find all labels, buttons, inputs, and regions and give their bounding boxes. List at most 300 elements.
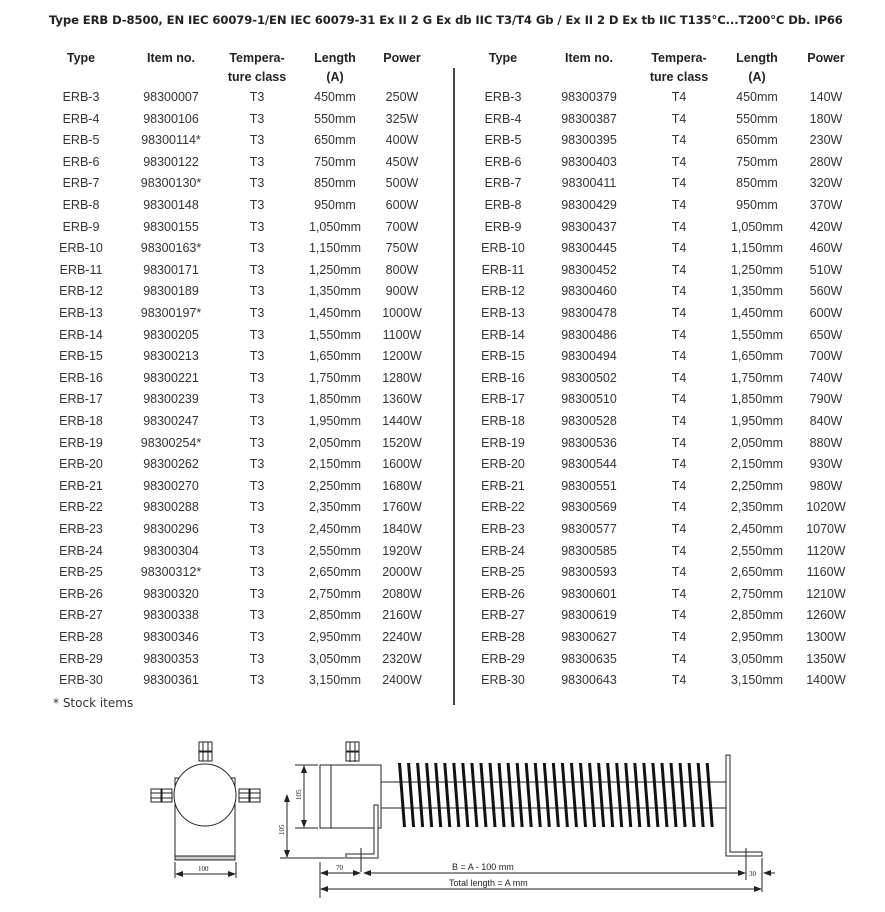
cell-type: ERB-11 (481, 262, 525, 277)
dim-30-label: 30 (749, 870, 756, 878)
cell-temp: T3 (249, 370, 265, 385)
cell-item: 98300163* (140, 241, 202, 256)
cell-power: 1520W (382, 435, 422, 450)
cell-item: 98300403 (561, 154, 617, 169)
cell-item: 98300189 (143, 284, 199, 299)
cell-type: ERB-4 (484, 111, 522, 126)
cell-temp: T3 (249, 154, 265, 169)
cell-length: 2,150mm (730, 457, 784, 472)
cell-length: 1,350mm (730, 284, 784, 299)
cell-power: 880W (809, 435, 843, 450)
cell-length: 550mm (736, 111, 778, 126)
cell-item: 98300270 (143, 478, 199, 493)
header-item-no: Item no. (565, 51, 613, 65)
cell-length: 2,550mm (308, 543, 362, 558)
cell-power: 2400W (382, 673, 422, 688)
cell-length: 2,250mm (308, 478, 362, 493)
cell-type: ERB-11 (59, 262, 103, 277)
cell-type: ERB-10 (59, 241, 103, 256)
cell-type: ERB-20 (59, 457, 103, 472)
cell-temp: T3 (249, 586, 265, 601)
cell-length: 2,850mm (730, 608, 784, 623)
cell-item: 98300494 (561, 349, 617, 364)
cell-length: 1,850mm (308, 392, 362, 407)
cell-temp: T4 (671, 457, 687, 472)
cell-temp: T3 (249, 543, 265, 558)
cell-power: 280W (809, 154, 843, 169)
cell-length: 950mm (314, 198, 356, 212)
cell-length: 1,950mm (730, 414, 784, 428)
cell-length: 650mm (314, 133, 356, 148)
cell-type: ERB-27 (59, 608, 103, 623)
header-length-line2: (A) (748, 70, 766, 84)
dim-105-mount-label: 105 (278, 824, 286, 835)
cell-length: 2,950mm (730, 630, 784, 644)
cell-type: ERB-23 (59, 522, 103, 536)
cell-length: 2,750mm (730, 586, 784, 601)
cell-temp: T4 (671, 392, 687, 407)
cell-power: 700W (385, 219, 419, 234)
cell-temp: T4 (671, 241, 687, 256)
cell-power: 510W (809, 262, 843, 277)
cell-power: 1360W (382, 392, 422, 407)
cell-length: 1,650mm (730, 349, 784, 364)
cell-item: 98300346 (143, 630, 199, 644)
cell-type: ERB-5 (484, 133, 522, 148)
cell-temp: T3 (249, 522, 265, 536)
cell-item: 98300221 (143, 370, 199, 385)
cell-item: 98300338 (143, 608, 199, 623)
cell-temp: T3 (249, 284, 265, 299)
cell-length: 3,050mm (308, 651, 362, 666)
cell-type: ERB-12 (481, 284, 525, 299)
cell-item: 98300593 (561, 565, 617, 580)
cell-temp: T3 (249, 219, 265, 234)
cell-length: 2,950mm (308, 630, 362, 644)
cell-type: ERB-30 (59, 673, 103, 688)
cell-type: ERB-21 (481, 478, 525, 493)
cell-type: ERB-22 (481, 500, 525, 515)
stock-items-footnote: * Stock items (53, 696, 134, 710)
header-power: Power (807, 51, 845, 65)
cell-item: 98300619 (561, 608, 617, 623)
cell-temp: T3 (249, 111, 265, 126)
cell-item: 98300429 (561, 198, 617, 212)
cell-power: 140W (809, 90, 843, 104)
cell-temp: T4 (671, 435, 687, 450)
cell-type: ERB-13 (59, 306, 103, 320)
cell-length: 1,650mm (308, 349, 362, 364)
cell-item: 98300486 (561, 327, 617, 342)
cell-length: 1,450mm (308, 306, 362, 320)
cell-type: ERB-29 (481, 651, 525, 666)
cell-item: 98300643 (561, 673, 617, 688)
header-length-line1: Length (736, 51, 778, 65)
cell-type: ERB-19 (59, 435, 103, 450)
cell-item: 98300528 (561, 414, 617, 428)
cell-length: 1,050mm (730, 219, 784, 234)
cell-item: 98300148 (143, 198, 199, 212)
cell-item: 98300361 (143, 673, 199, 688)
cell-type: ERB-4 (62, 111, 100, 126)
cell-length: 450mm (736, 90, 778, 104)
cell-type: ERB-25 (59, 565, 103, 580)
cell-power: 460W (809, 241, 843, 256)
cell-item: 98300288 (143, 500, 199, 515)
cell-type: ERB-25 (481, 565, 525, 580)
cell-item: 98300247 (143, 414, 199, 428)
cell-item: 98300445 (561, 241, 617, 256)
cell-temp: T4 (671, 176, 687, 191)
cell-length: 2,050mm (308, 435, 362, 450)
cell-temp: T3 (249, 565, 265, 580)
cell-power: 840W (809, 414, 843, 428)
header-temperature-class-line1: Tempera- (651, 51, 707, 65)
cell-type: ERB-15 (481, 349, 525, 364)
cell-length: 2,450mm (730, 522, 784, 536)
header-length (303, 49, 367, 87)
cell-temp: T4 (671, 306, 687, 320)
cell-temp: T4 (671, 349, 687, 364)
header-temperature-class-line2: ture class (227, 70, 287, 84)
cell-item: 98300262 (143, 457, 199, 472)
cell-power: 650W (809, 327, 843, 342)
cell-item: 98300577 (561, 522, 617, 536)
cell-type: ERB-3 (484, 90, 522, 104)
cell-length: 1,050mm (308, 219, 362, 234)
cell-temp: T4 (671, 586, 687, 601)
cell-length: 1,350mm (308, 284, 362, 299)
cell-length: 1,550mm (308, 327, 362, 342)
cell-type: ERB-12 (59, 284, 103, 299)
cell-length: 1,750mm (730, 370, 784, 385)
header-temperature-class-line1: Tempera- (229, 51, 285, 65)
cell-item: 98300510 (561, 392, 617, 407)
cell-power: 790W (809, 392, 843, 407)
cell-type: ERB-21 (59, 478, 103, 493)
front-view-drawing (151, 742, 260, 878)
cell-power: 1210W (806, 586, 846, 601)
cell-item: 98300627 (561, 630, 617, 644)
cell-type: ERB-30 (481, 673, 525, 688)
cell-item: 98300312* (140, 565, 202, 580)
cell-power: 420W (809, 219, 843, 234)
cell-type: ERB-14 (59, 327, 103, 342)
cell-item: 98300320 (143, 586, 199, 601)
cell-length: 750mm (736, 154, 778, 169)
cell-type: ERB-22 (59, 500, 103, 515)
cell-temp: T3 (249, 435, 265, 450)
cell-temp: T4 (671, 478, 687, 493)
cell-type: ERB-5 (62, 133, 100, 148)
cell-power: 740W (809, 370, 843, 385)
cell-item: 98300353 (143, 651, 199, 666)
cell-power: 800W (385, 262, 419, 277)
cell-item: 98300205 (143, 327, 199, 342)
cell-power: 1100W (382, 327, 422, 342)
cell-length: 1,550mm (730, 327, 784, 342)
cell-type: ERB-16 (59, 370, 103, 385)
cell-length: 2,250mm (730, 478, 784, 493)
cell-temp: T4 (671, 500, 687, 515)
cell-temp: T4 (671, 608, 687, 623)
cell-power: 320W (809, 176, 843, 191)
cell-type: ERB-23 (481, 522, 525, 536)
cell-type: ERB-6 (62, 154, 100, 169)
cell-power: 600W (809, 306, 843, 320)
header-power: Power (383, 51, 421, 65)
cell-temp: T4 (671, 370, 687, 385)
cell-temp: T4 (671, 651, 687, 666)
cell-type: ERB-24 (59, 543, 103, 558)
cell-temp: T3 (249, 133, 265, 148)
cell-item: 98300551 (561, 478, 617, 493)
cell-type: ERB-20 (481, 457, 525, 472)
cell-type: ERB-8 (62, 198, 100, 212)
cell-item: 98300155 (143, 219, 199, 234)
cell-length: 1,150mm (308, 241, 362, 256)
cell-temp: T3 (249, 90, 265, 104)
cell-length: 2,550mm (730, 543, 784, 558)
cell-temp: T3 (249, 262, 265, 277)
cell-power: 980W (809, 478, 843, 493)
cell-power: 1840W (382, 522, 422, 536)
cell-power: 1760W (382, 500, 422, 515)
cell-temp: T4 (671, 327, 687, 342)
cell-length: 2,450mm (308, 522, 362, 536)
cell-power: 700W (809, 349, 843, 364)
cell-length: 1,850mm (730, 392, 784, 407)
cell-temp: T3 (249, 241, 265, 256)
cell-length: 1,950mm (308, 414, 362, 428)
cell-power: 1600W (382, 457, 422, 472)
cell-item: 98300213 (143, 349, 199, 364)
cell-type: ERB-10 (481, 241, 525, 256)
cell-power: 1680W (382, 478, 422, 493)
cell-type: ERB-3 (62, 90, 100, 104)
cell-power: 930W (809, 457, 843, 472)
cell-type: ERB-6 (484, 154, 522, 169)
cell-temp: T4 (671, 111, 687, 126)
cell-power: 2160W (382, 608, 422, 623)
cell-power: 325W (385, 111, 419, 126)
cell-type: ERB-28 (481, 630, 525, 644)
document-title: Type ERB D-8500, EN IEC 60079-1/EN IEC 60079-31 Ex II 2 G Ex db IIC T3/T4 Gb / Ex II 2 D Ex tb IIC T135°C...T200°C Db. IP66 (49, 13, 843, 27)
cell-temp: T4 (671, 198, 687, 212)
cell-item: 98300437 (561, 219, 617, 234)
cell-power: 230W (809, 133, 843, 148)
cell-length: 1,250mm (730, 262, 784, 277)
cell-item: 98300601 (561, 586, 617, 601)
cell-type: ERB-14 (481, 327, 525, 342)
cell-item: 98300122 (143, 154, 199, 169)
header-length (725, 49, 789, 87)
cell-temp: T3 (249, 651, 265, 666)
cell-item: 98300239 (143, 392, 199, 407)
cell-item: 98300635 (561, 651, 617, 666)
cell-type: ERB-26 (481, 586, 525, 601)
header-temperature-class (643, 49, 715, 87)
cell-power: 2000W (382, 565, 422, 580)
cell-power: 250W (385, 90, 419, 104)
dim-70-label: 70 (336, 864, 343, 872)
cell-temp: T3 (249, 630, 265, 644)
cell-type: ERB-24 (481, 543, 525, 558)
cell-power: 1440W (382, 414, 422, 428)
cell-length: 550mm (314, 111, 356, 126)
cell-length: 2,350mm (730, 500, 784, 515)
cell-temp: T3 (249, 457, 265, 472)
cell-length: 1,150mm (730, 241, 784, 256)
cell-length: 2,150mm (308, 457, 362, 472)
header-item-no: Item no. (147, 51, 195, 65)
header-temperature-class-line2: ture class (649, 70, 709, 84)
cell-power: 1920W (382, 543, 422, 558)
cell-temp: T4 (671, 414, 687, 428)
header-type: Type (66, 51, 96, 65)
cell-type: ERB-13 (481, 306, 525, 320)
cell-item: 98300130* (140, 176, 202, 191)
cell-item: 98300304 (143, 543, 199, 558)
cell-length: 750mm (314, 154, 356, 169)
cell-type: ERB-19 (481, 435, 525, 450)
cell-item: 98300544 (561, 457, 617, 472)
cell-length: 2,650mm (730, 565, 784, 580)
cell-power: 2240W (382, 630, 422, 644)
cell-temp: T4 (671, 522, 687, 536)
dim-b-label: B = A - 100 mm (452, 862, 514, 872)
cell-item: 98300254* (140, 435, 202, 450)
cell-temp: T4 (671, 565, 687, 580)
cell-power: 1020W (806, 500, 846, 515)
cell-item: 98300536 (561, 435, 617, 450)
cell-item: 98300197* (140, 306, 202, 320)
cell-item: 98300171 (143, 262, 199, 277)
cell-power: 1070W (806, 522, 846, 536)
cell-power: 1260W (806, 608, 846, 623)
cell-temp: T4 (671, 262, 687, 277)
cell-item: 98300585 (561, 543, 617, 558)
cell-temp: T4 (671, 133, 687, 148)
dim-105-body-label: 105 (295, 789, 303, 800)
cell-power: 1200W (382, 349, 422, 364)
cell-length: 650mm (736, 133, 778, 148)
cell-power: 500W (385, 176, 419, 191)
cell-power: 560W (809, 284, 843, 299)
cell-type: ERB-17 (59, 392, 103, 407)
cell-type: ERB-18 (481, 414, 525, 428)
cell-temp: T4 (671, 284, 687, 299)
cell-length: 2,650mm (308, 565, 362, 580)
cell-item: 98300569 (561, 500, 617, 515)
dim-100-label: 100 (198, 865, 209, 873)
cell-power: 2080W (382, 586, 422, 601)
cell-length: 3,150mm (730, 673, 784, 688)
cell-item: 98300379 (561, 90, 617, 104)
cell-temp: T3 (249, 414, 265, 428)
cell-item: 98300460 (561, 284, 617, 299)
cell-length: 950mm (736, 198, 778, 212)
cell-type: ERB-18 (59, 414, 103, 428)
cell-length: 3,050mm (730, 651, 784, 666)
cell-type: ERB-7 (62, 176, 100, 191)
cell-power: 400W (385, 133, 419, 148)
cell-type: ERB-8 (484, 198, 522, 212)
cell-power: 1300W (806, 630, 846, 644)
cell-temp: T3 (249, 306, 265, 320)
cell-type: ERB-9 (62, 219, 100, 234)
cell-temp: T4 (671, 154, 687, 169)
header-length-line1: Length (314, 51, 356, 65)
heater-fins (398, 763, 714, 827)
cell-temp: T3 (249, 392, 265, 407)
header-temperature-class (221, 49, 293, 87)
dim-total-length-label: Total length = A mm (449, 878, 528, 888)
cell-power: 370W (809, 198, 843, 212)
cell-type: ERB-16 (481, 370, 525, 385)
cell-length: 850mm (736, 176, 778, 191)
cell-temp: T3 (249, 327, 265, 342)
cell-power: 1120W (806, 543, 846, 558)
cell-length: 2,850mm (308, 608, 362, 623)
cell-type: ERB-17 (481, 392, 525, 407)
cell-item: 98300478 (561, 306, 617, 320)
cell-length: 1,250mm (308, 262, 362, 277)
cell-power: 1400W (806, 673, 846, 688)
cell-item: 98300502 (561, 370, 617, 385)
cell-power: 1280W (382, 370, 422, 385)
cell-temp: T3 (249, 198, 265, 212)
cell-temp: T3 (249, 176, 265, 191)
cell-power: 1160W (806, 565, 846, 580)
cell-type: ERB-26 (59, 586, 103, 601)
cell-length: 1,750mm (308, 370, 362, 385)
cell-temp: T4 (671, 673, 687, 688)
cell-power: 1350W (806, 651, 846, 666)
cell-temp: T3 (249, 478, 265, 493)
cell-temp: T4 (671, 543, 687, 558)
header-type: Type (488, 51, 518, 65)
cell-item: 98300007 (143, 90, 199, 104)
cell-power: 600W (385, 198, 419, 212)
cell-length: 3,150mm (308, 673, 362, 688)
cell-power: 450W (385, 154, 419, 169)
cell-temp: T4 (671, 630, 687, 644)
cell-temp: T3 (249, 500, 265, 515)
cell-item: 98300395 (561, 133, 617, 148)
cell-item: 98300114* (141, 133, 201, 148)
cell-item: 98300387 (561, 111, 617, 126)
cell-item: 98300411 (561, 176, 617, 191)
cell-type: ERB-9 (484, 219, 522, 234)
cell-temp: T3 (249, 608, 265, 623)
cell-length: 850mm (314, 176, 356, 191)
cell-power: 180W (809, 111, 843, 126)
cell-length: 2,350mm (308, 500, 362, 515)
cell-type: ERB-29 (59, 651, 103, 666)
table-divider (453, 68, 455, 705)
cell-power: 900W (385, 284, 419, 299)
cell-item: 98300452 (561, 262, 617, 277)
cell-power: 750W (385, 241, 419, 256)
cell-length: 1,450mm (730, 306, 784, 320)
cell-type: ERB-7 (484, 176, 522, 191)
technical-drawing (0, 728, 885, 912)
cell-length: 450mm (314, 90, 356, 104)
cell-temp: T4 (671, 90, 687, 104)
header-length-line2: (A) (326, 70, 344, 84)
cell-temp: T4 (671, 219, 687, 234)
